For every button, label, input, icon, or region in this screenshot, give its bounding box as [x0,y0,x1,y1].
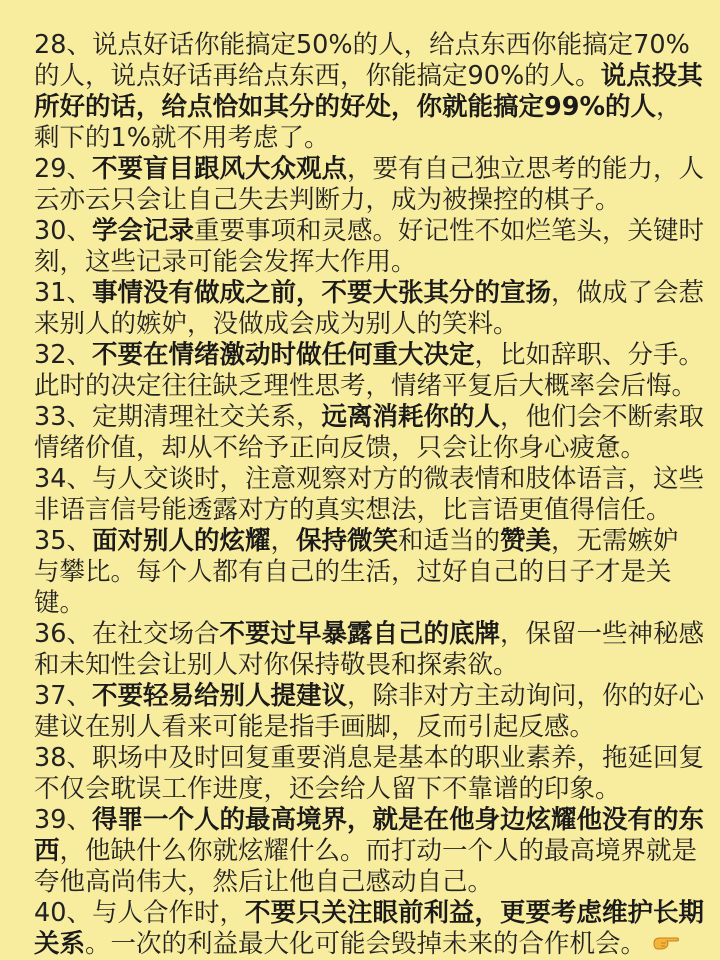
tip-highlight-text: 说点投其所好的话，给点恰如其分的好处，你就能搞定99%的人 [34,61,703,122]
tip-highlight-text: 保持微笑 [295,526,398,556]
tip-item [34,464,704,526]
tip-text: 。一次的利益最大化可能会毁掉未来的合作机会。 [85,929,647,959]
tip-item [34,30,704,154]
tip-text: 38、职场中及时回复重要消息是基本的职业素养，拖延回复不仅会耽误工作进度，还会给人留下不靠谱的印象。 [34,743,704,804]
tip-highlight-text: 学会记录 [91,216,194,246]
tip-text: ，剩下的1%就不用考虑了。 [34,92,682,153]
tip-item [34,805,704,898]
tip-text: 35、 [34,526,92,556]
tip-highlight-text: 不要过早暴露自己的底牌 [219,619,500,649]
tip-text: ，无需嫉妒与攀比。每个人都有自己的生活，过好自己的日子才是关键。 [34,526,679,618]
tip-item [34,154,704,216]
tip-text: 31、 [34,278,92,308]
tip-highlight-text: 不要盲目跟风大众观点 [91,154,347,184]
tip-text: ，除非对方主动询问，你的好心建议在别人看来可能是指手画脚，反而引起反感。 [34,681,704,742]
tip-text: ， [270,526,296,556]
tip-item [34,526,704,619]
tip-text: 和适当的 [398,526,501,556]
tip-text: 39、 [34,805,92,835]
tip-highlight-text: 赞美 [500,526,552,556]
tip-highlight-text: 不要在情绪激动时做任何重大决定 [91,340,475,370]
tip-highlight-text: 面对别人的炫耀 [91,526,271,556]
tip-item [34,898,704,960]
tip-highlight-text: 事情没有做成之前，不要大张其分的宣扬 [91,278,551,308]
tip-text: ，他缺什么你就炫耀什么。而打动一个人的最高境界就是夸他高尚伟大，然后让他自己感动自己。 [34,836,698,897]
tip-item [34,402,704,464]
tip-highlight-text: 不要轻易给别人提建议 [91,681,347,711]
tip-text: 37、 [34,681,92,711]
tip-text: 40、与人合作时， [34,898,245,928]
tip-text: 32、 [34,340,92,370]
tip-item [34,743,704,805]
tips-list [34,30,704,960]
tip-text: ，做成了会惹来别人的嫉妒，没做成会成为别人的笑料。 [34,278,704,339]
tip-highlight-text: 不要只关注眼前利益，更要考虑维护长期关系 [34,898,704,959]
tip-text: 33、定期清理社交关系， [34,402,322,432]
tip-item [34,681,704,743]
tip-text: ，要有自己独立思考的能力，人云亦云只会让自己失去判断力，成为被操控的棋子。 [34,154,704,215]
tip-item [34,278,704,340]
tip-text: ，比如辞职、分手。此时的决定往往缺乏理性思考，情绪平复后大概率会后悔。 [34,340,704,401]
tip-item [34,340,704,402]
tip-text: 重要事项和灵感。好记性不如烂笔头，关键时刻，这些记录可能会发挥大作用。 [34,216,704,277]
tip-item [34,216,704,278]
tip-text: 36、在社交场合 [34,619,220,649]
tip-highlight-text: 得罪一个人的最高境界，就是在他身边炫耀他没有的东西 [34,805,704,866]
tip-text: 28、说点好话你能搞定50%的人，给点东西你能搞定70%的人，说点好话再给点东西，你能搞定90%的人。 [34,30,690,91]
tip-text: 34、与人交谈时，注意观察对方的微表情和肢体语言，这些非语言信号能透露对方的真实想法，比言语更值得信任。 [34,464,704,525]
tip-item [34,619,704,681]
tip-text: 30、 [34,216,92,246]
tip-text: 29、 [34,154,92,184]
tip-highlight-text: 远离消耗你的人 [321,402,500,432]
tip-text: ，他们会不断索取情绪价值，却从不给予正向反馈，只会让你身心疲惫。 [34,402,704,463]
tip-text: ，保留一些神秘感和未知性会让别人对你保持敬畏和探索欲。 [34,619,704,680]
